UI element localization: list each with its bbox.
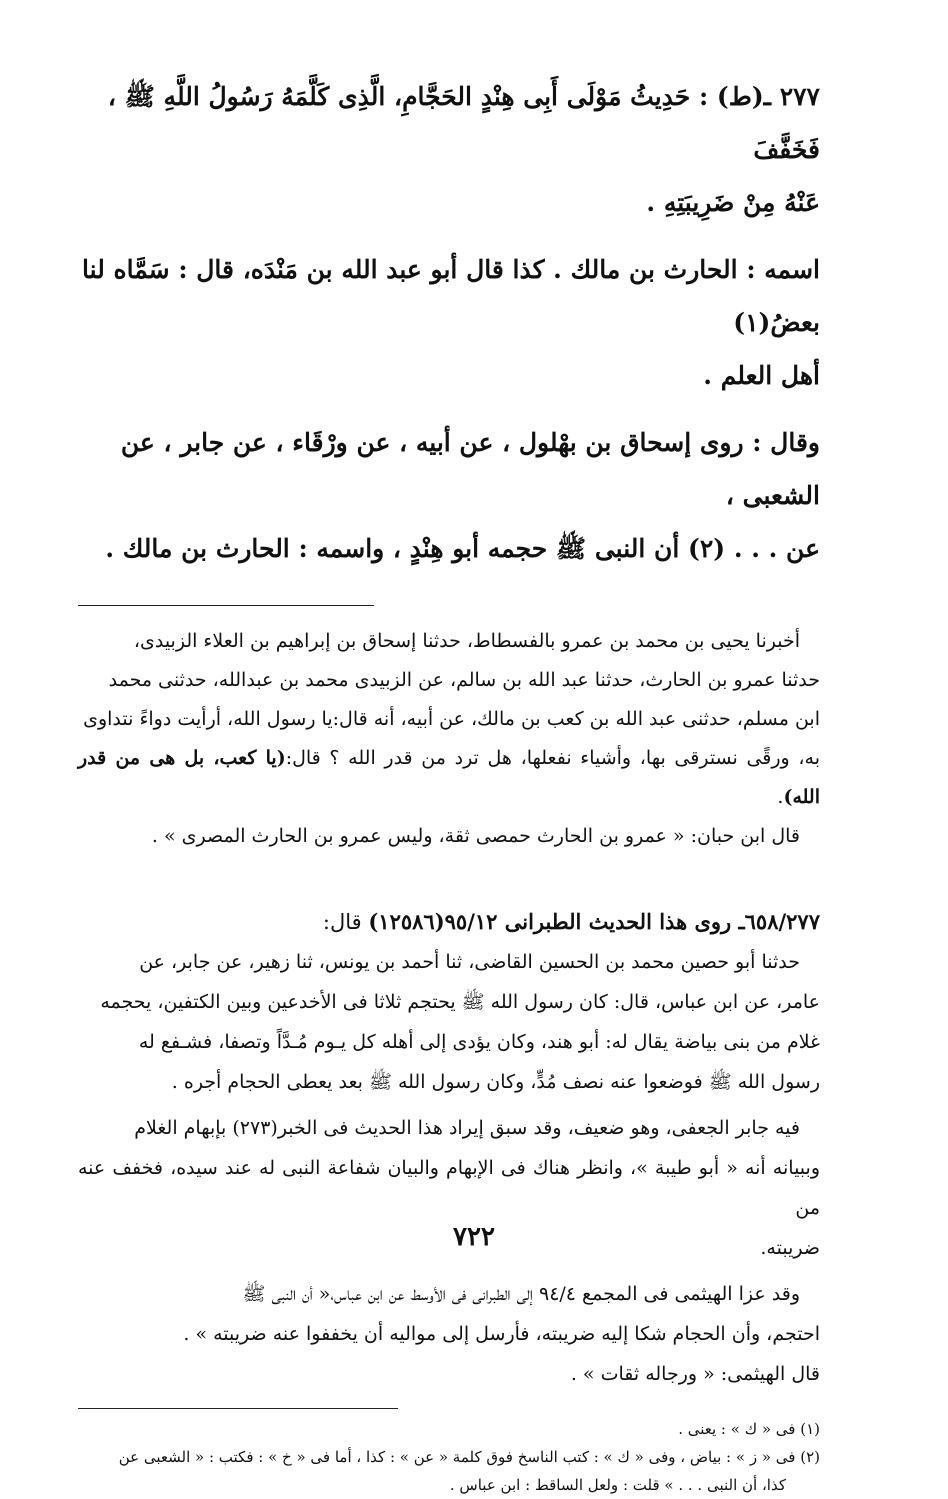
section-heading-tail: قال: (322, 910, 369, 934)
hadith-heading-line: ٢٧٧ ـ(ط) : حَدِيثُ مَوْلَى أَبِى هِنْدٍ الحَجَّامِ، الَّذِى كَلَّمَهُ رَسُولُ اللَّهِ ﷺ ، فَخَفَّفَ (107, 82, 820, 164)
body-line: فيه جابر الجعفى، وهو ضعيف، وقد سبق إيراد هذا الحديث فى الخبر(٢٧٣) بإبهام الغلام (134, 1117, 800, 1139)
hadith-heading-line: عَنْهُ مِنْ ضَرِيبَتِهِ . (646, 188, 820, 217)
takhrij-line: حدثنا عمرو بن الحارث، حدثنا عبد الله بن سالم، عن الزبيدى محمد بن عبدالله، حدثنى محمد (108, 669, 820, 691)
footnote-2: (٢) فى « ز » : بياض ، وفى « ك » : كتب الناسخ فوق كلمة « عن » : كذا ، أما فى « خ » : فكتب : « الشعبى عن (118, 1448, 820, 1466)
takhrij-block (78, 622, 820, 856)
section-divider (78, 605, 374, 606)
body-line: احتجم، وأن الحجام شكا إليه ضريبته، فأرسل إلى مواليه أن يخففوا عنه ضريبته » . (183, 1323, 820, 1345)
prophetic-reply: (يا كعب، بل هى من قدر الله) (78, 747, 820, 808)
takhrij-text: . (777, 786, 784, 808)
takhrij-line (78, 739, 820, 817)
body-line: قال الهيثمى: « ورجاله ثقات » . (570, 1363, 820, 1385)
section-heading-text: ٦٥٨/٢٧٧ـ روى هذا الحديث الطبرانى ٩٥/١٢(١٢٥٨٦) (368, 909, 820, 934)
narrator-name-line: أهل العلم . (703, 361, 820, 390)
takhrij-line: ابن مسلم، حدثنى عبد الله بن كعب بن مالك، عن أبيه، أنه قال:يا رسول الله، أرأيت دواءً نتداوى (83, 708, 820, 730)
section-heading (78, 902, 820, 942)
body-line: عامر، عن ابن عباس، قال: كان رسول الله ﷺ يحتجم ثلاثا فى الأخدعين وبين الكتفين، يحجمه (100, 991, 820, 1013)
body-line: ضريبته. (760, 1237, 820, 1259)
body-line: وببيانه أنه « أبو طيبة »، وانظر هناك فى الإبهام والبيان شفاعة النبى له عند سيده، فخفف عنه من (78, 1157, 820, 1219)
footnotes (78, 1415, 820, 1499)
hadith-entry (78, 70, 820, 575)
page-body (78, 70, 820, 1494)
footnote-1: (١) فى « ك » : يعنى . (678, 1420, 820, 1438)
body-line: غلام من بنى بياضة يقال له: أبو هند، وكان يؤدى إلى أهله كل يـوم مُـدَّاً وتصفا، فشـفع له (138, 1031, 820, 1053)
ibn-hibban-note: قال ابن حبان: « عمرو بن الحارث حمصى ثقة، وليس عمرو بن الحارث المصرى » . (151, 825, 800, 847)
body-line: رسول الله ﷺ فوضعوا عنه نصف مُدٍّ، وكان رسول الله ﷺ بعد يعطى الحجام أجره . (171, 1071, 820, 1093)
footnote-divider (78, 1408, 398, 1409)
narrator-name-line: اسمه : الحارث بن مالك . كذا قال أبو عبد الله بن مَنْدَه، قال : سَمَّاه لنا بعضُ(١) (82, 255, 820, 337)
page-number: ٧٢٢ (453, 1222, 495, 1252)
riwaya-line: وقال : روى إسحاق بن بهْلول ، عن أبيه ، عن ورْقَاء ، عن جابر ، عن الشعبى ، (120, 428, 820, 510)
riwaya-line: عن . . . (٢) أن النبى ﷺ حجمه أبو هِنْدٍ ، واسمه : الحارث بن مالك . (105, 534, 820, 563)
takhrij-text: به، ورقًى نسترقى بها، وأشياء نفعلها، هل ترد من قدر الله ؟ قال: (285, 747, 820, 769)
footnote-2-continued: كذا، أن النبى . . . » قلت : ولعل الساقط : ابن عباس . (449, 1476, 786, 1494)
body-line: حدثنا أبو حصين محمد بن الحسين القاضى، ثنا أحمد بن يونس، ثنا زهير، عن جابر، عن (139, 951, 800, 973)
body-line: وقد عزا الهيثمى فى المجمع ٩٤/٤ إلى الطبرانى فى الأوسط عن ابن عباس،« أن النبى ﷺ (242, 1283, 800, 1305)
takhrij-line: أخبرنا يحيى بن محمد بن عمرو بالفسطاط، حدثنا إسحاق بن إبراهيم بن العلاء الزبيدى، (133, 630, 800, 652)
tabarani-block (78, 942, 820, 1394)
